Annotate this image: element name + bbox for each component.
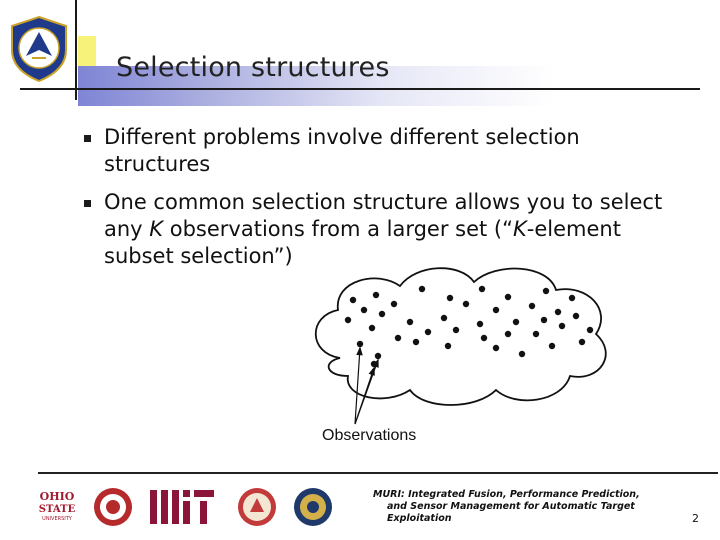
observation-dot (587, 327, 593, 333)
observation-arrows (355, 348, 378, 424)
observation-dot (493, 307, 499, 313)
observations-cloud-figure (300, 258, 620, 454)
slide-title: Selection structures (116, 52, 390, 83)
observation-dot (453, 327, 459, 333)
observation-dot (505, 331, 511, 337)
observation-dot (493, 345, 499, 351)
footer-project-text (373, 489, 643, 525)
observation-dot (477, 321, 483, 327)
observation-dot (441, 315, 447, 321)
university-seal-logo-2 (236, 486, 278, 528)
observation-dot (573, 313, 579, 319)
observation-dot (369, 325, 375, 331)
observation-dot (529, 303, 535, 309)
observation-dot (463, 301, 469, 307)
observation-dot (447, 295, 453, 301)
observation-dot (350, 297, 356, 303)
header-vertical-rule (75, 0, 77, 100)
observations-label: Observations (322, 427, 417, 444)
header-horizontal-rule (20, 88, 700, 90)
observation-dot (361, 307, 367, 313)
bullet-2-text-a: One common selection structure allows you to select any (104, 190, 663, 241)
observation-dot (481, 335, 487, 341)
observation-dot (445, 343, 451, 349)
observation-dot (505, 294, 511, 300)
ohio-state-university-logo (36, 486, 78, 528)
footer-line-2: and Sensor Management for Automatic Target (387, 501, 635, 512)
observation-dot (555, 309, 561, 315)
footer-line-3: Exploitation (387, 513, 452, 524)
observation-dot (419, 286, 425, 292)
observation-dot (373, 292, 379, 298)
observation-dot (559, 323, 565, 329)
observation-dot (379, 311, 385, 317)
observation-dot (541, 317, 547, 323)
footer-rule (38, 472, 718, 474)
footer-line-1: MURI: Integrated Fusion, Performance Prediction, (373, 489, 640, 500)
observation-dot (513, 319, 519, 325)
observation-dot (549, 343, 555, 349)
header-accent-yellow (78, 36, 96, 66)
observation-dot (407, 319, 413, 325)
observation-dot (413, 339, 419, 345)
observation-dot (519, 351, 525, 357)
svg-text:STATE: STATE (38, 504, 76, 515)
observation-dot (345, 317, 351, 323)
observation-arrowhead (357, 348, 362, 355)
observation-dot (479, 286, 485, 292)
bullet-2-text-b: observations from a larger set (“ (163, 217, 514, 241)
observation-dot (391, 301, 397, 307)
bullet-marker (84, 200, 91, 207)
svg-text:UNIVERSITY: UNIVERSITY (42, 516, 72, 522)
bullet-2-k-variable: K (513, 217, 527, 241)
page-number: 2 (692, 512, 699, 525)
svg-text:OHIO: OHIO (39, 490, 75, 503)
bullet-marker (84, 135, 91, 142)
observation-arrowhead (370, 368, 375, 375)
bullet-item-1: Different problems involve different selection structures (104, 125, 580, 176)
observation-dot (533, 331, 539, 337)
bullet-2-k-variable: K (149, 217, 164, 241)
afrl-emblem-logo (4, 14, 74, 84)
mit-logo (148, 486, 218, 528)
observation-dots (345, 286, 593, 367)
university-seal-logo (92, 486, 134, 528)
cloud-outline (316, 268, 606, 405)
observation-dot (375, 353, 381, 359)
university-seal-logo-3 (292, 486, 334, 528)
observation-dot (579, 339, 585, 345)
bullet-2-text-c: -element subset selection”) (104, 217, 621, 268)
observation-dot (395, 335, 401, 341)
observation-dot (569, 295, 575, 301)
observation-dot (425, 329, 431, 335)
observation-dot (357, 341, 363, 347)
observation-dot (543, 288, 549, 294)
